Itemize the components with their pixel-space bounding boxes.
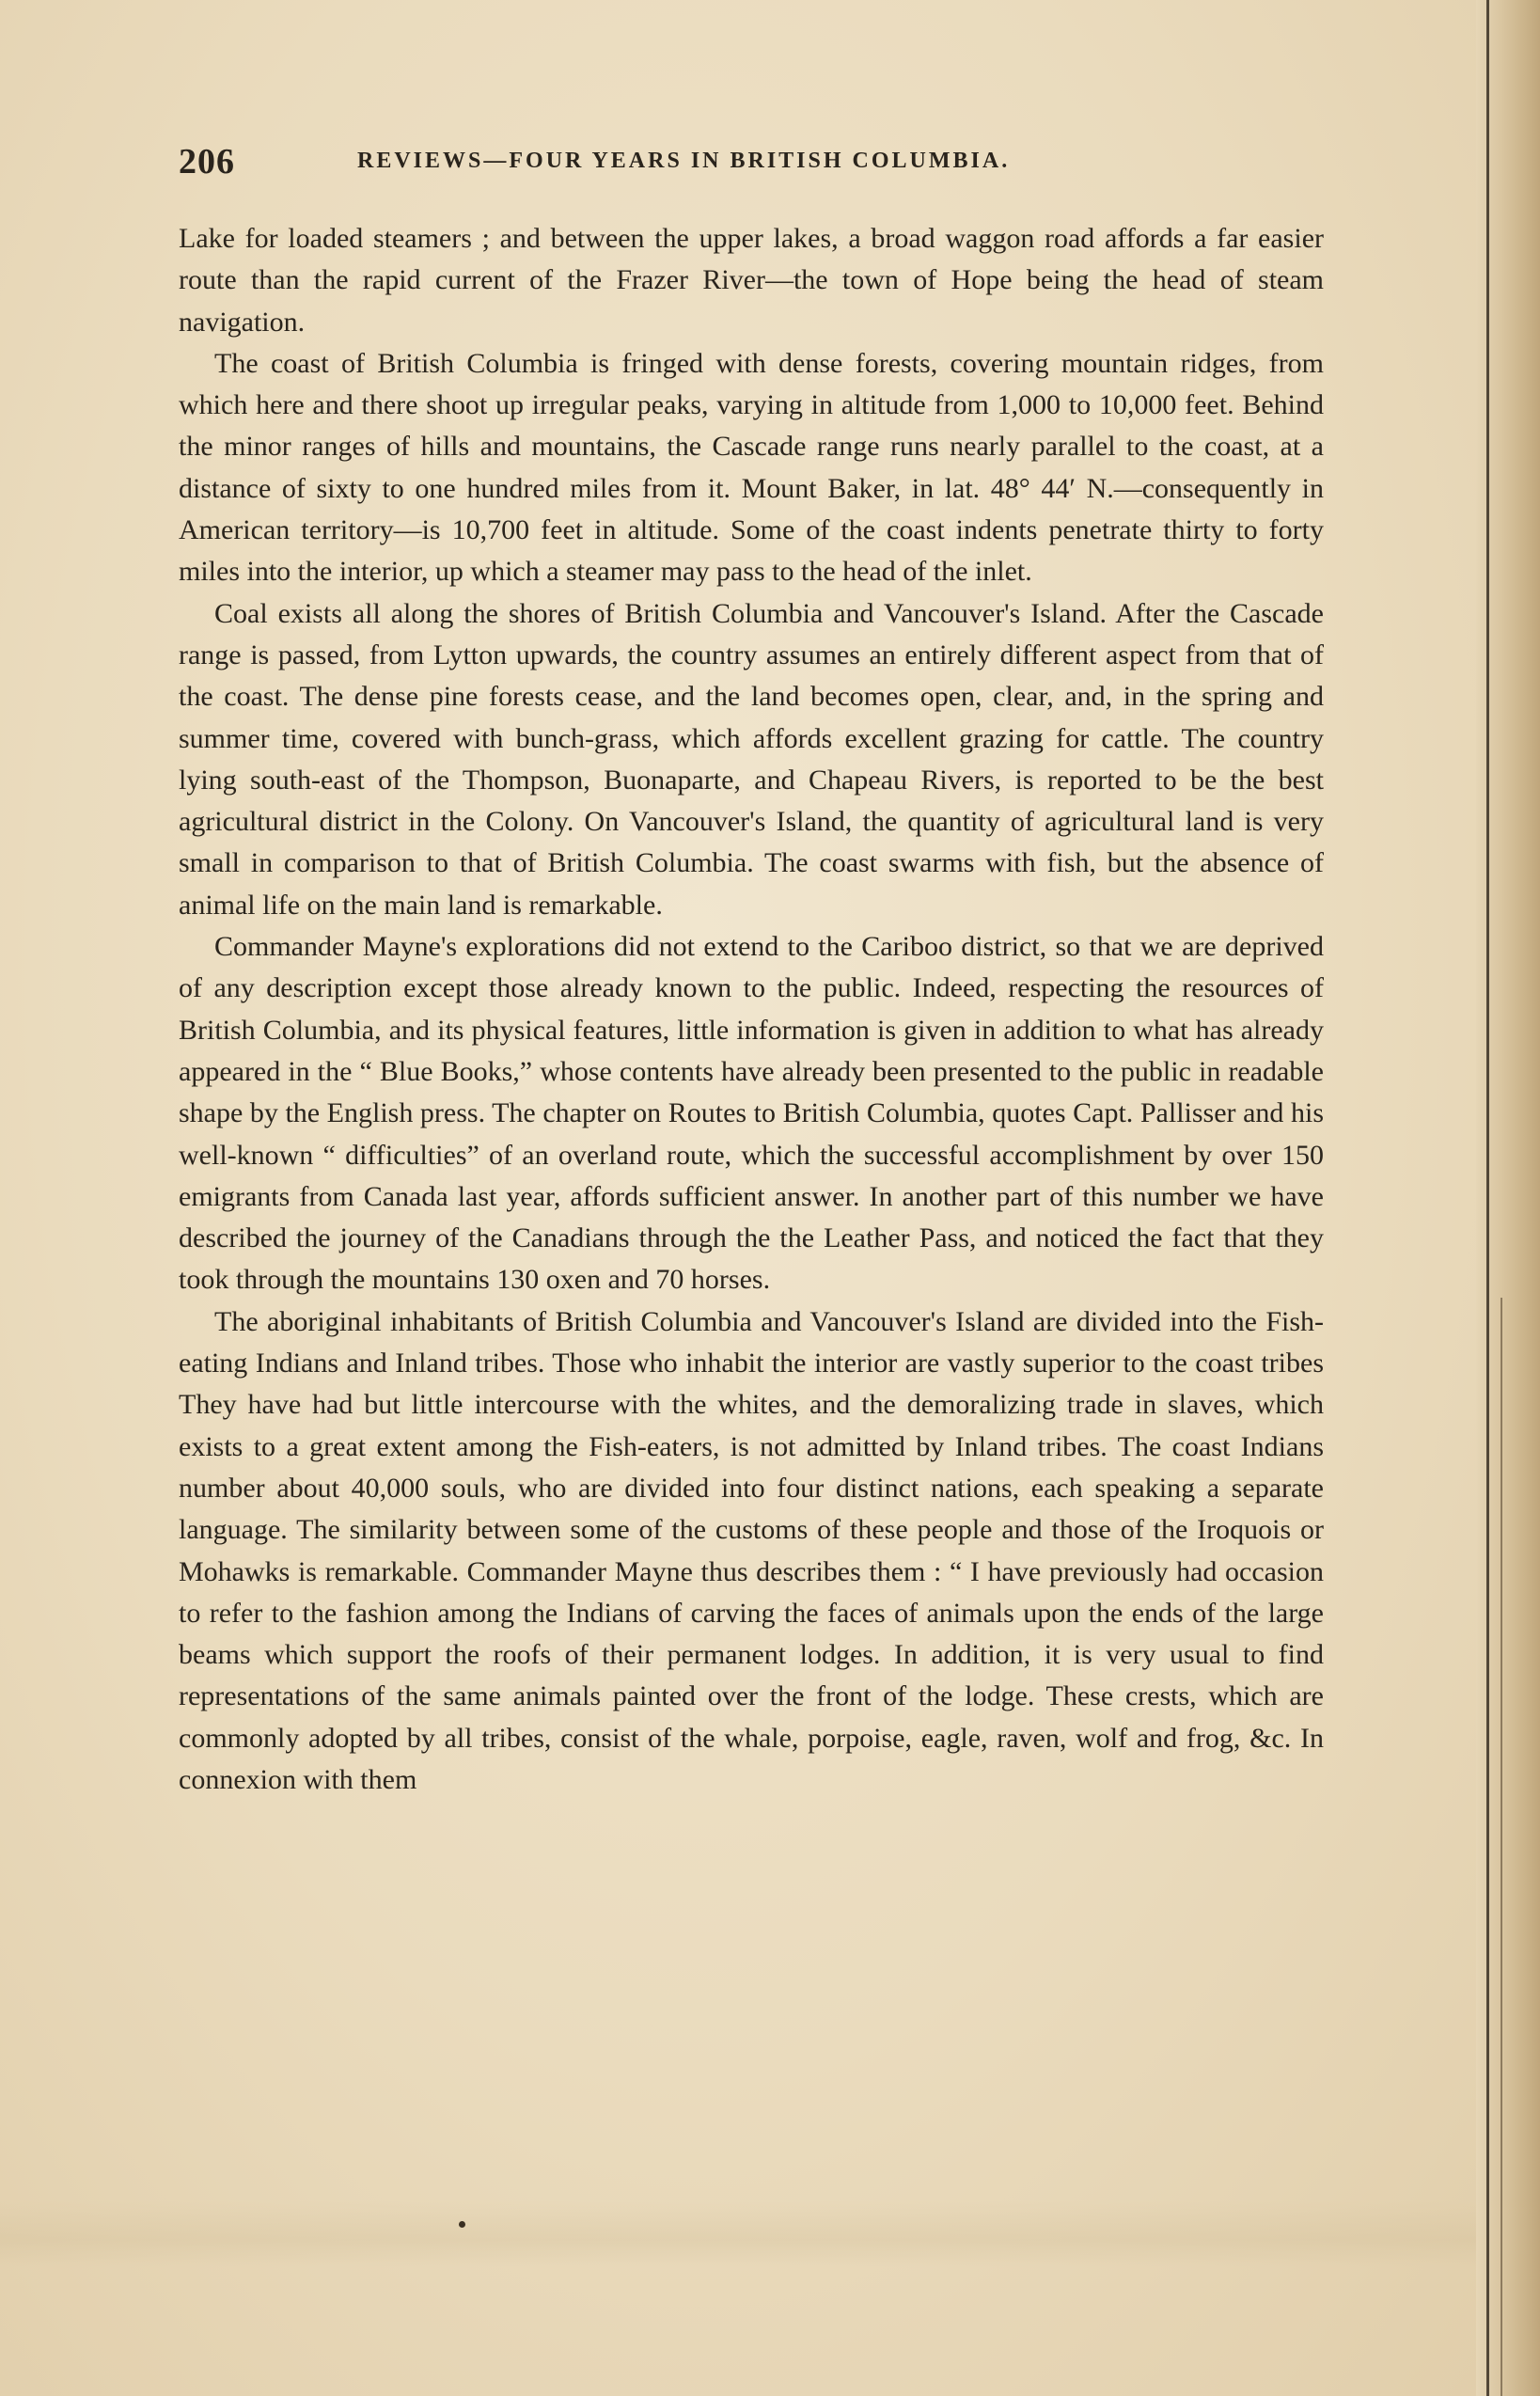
running-title: REVIEWS—FOUR YEARS IN BRITISH COLUMBIA. [357,149,1011,173]
paragraph-3: Coal exists all along the shores of British Columbia and Vancouver's Island. After the Cascade range is passed, from Lytton upwards, the country assumes an entirely different aspect from that of the coast. The dense pine forests cease, and the land becomes open, clear, and, in the spring and summer time, covered with bunch-grass, which affords excellent grazing for cattle. The country lying south-east of the Thompson, Buonaparte, and Chapeau Rivers, is reported to be the best agricultural district in the Colony. On Vancouver's Island, the quantity of agricultural land is very small in comparison to that of British Columbia. The coast swarms with fish, but the absence of animal life on the main land is remarkable. [179,597,1324,921]
paragraph-5: The aboriginal inhabitants of British Columbia and Vancouver's Island are divided into the Fish-eating Indians and Inland tribes. Those who inhabit the interior are vastly superior to the coast tribes They have had but little intercourse with the whites, and the demoralizing trade in slaves, which exists to a great extent among the Fish-eaters, is not admitted by Inland tribes. The coast Indians number about 40,000 souls, who are divided into four distinct nations, each speaking a separate language. The similarity between some of the customs of these people and those of the Iroquois or Mohawks is remarkable. Commander Mayne thus describes them : “ I have previously had occasion to refer to the fashion among the Indians of carving the faces of animals upon the ends of the large beams which support the roofs of their permanent lodges. In addition, it is very usual to find representations of the same animals painted over the front of the lodge. These crests, which are commonly adopted by all tribes, consist of the whale, porpoise, eagle, raven, wolf and frog, &c. In connexion with them [179,1305,1324,1795]
show-through-bleed [0,2200,1540,2266]
binding-edge-shadow [1501,1298,1502,2396]
paragraph-2: The coast of British Columbia is fringed with dense forests, covering mountain ridges, from which here and there shoot up irregular peaks, varying in altitude from 1,000 to 10,000 feet. Behind the minor ranges of hills and mountains, the Cascade range runs nearly parallel to the coast, at a distance of sixty to one hundred miles from it. Mount Baker, in lat. 48° 44′ N.—consequently in American territory—is 10,700 feet in altitude. Some of the coast indents penetrate thirty to forty miles into the interior, up which a steamer may pass to the head of the inlet. [179,347,1324,588]
paragraph-1: Lake for loaded steamers ; and between the upper lakes, a broad waggon road affords a far easier route than the rapid current of the Frazer River—the town of Hope being the head of steam navigation. [179,223,1324,338]
ink-speck [459,2221,465,2228]
binding-edge-line [1486,0,1489,2396]
running-head [179,141,1324,197]
body-text [179,218,1324,1801]
page-number: 206 [179,142,235,181]
paragraph-4: Commander Mayne's explorations did not extend to the Cariboo district, so that we are deprived of any description except those already known to the public. Indeed, respecting the resources of British Columbia, and its physical features, little information is given in addition to what has already appeared in the “ Blue Books,” whose contents have already been presented to the public in readable shape by the English press. The chapter on Routes to British Columbia, quotes Capt. Pallisser and his well-known “ difficulties” of an overland route, which the successful accomplishment by over 150 emigrants from Canada last year, affords sufficient answer. In another part of this number we have described the journey of the Canadians through the the Leather Pass, and noticed the fact that they took through the mountains 130 oxen and 70 horses. [179,931,1324,1296]
